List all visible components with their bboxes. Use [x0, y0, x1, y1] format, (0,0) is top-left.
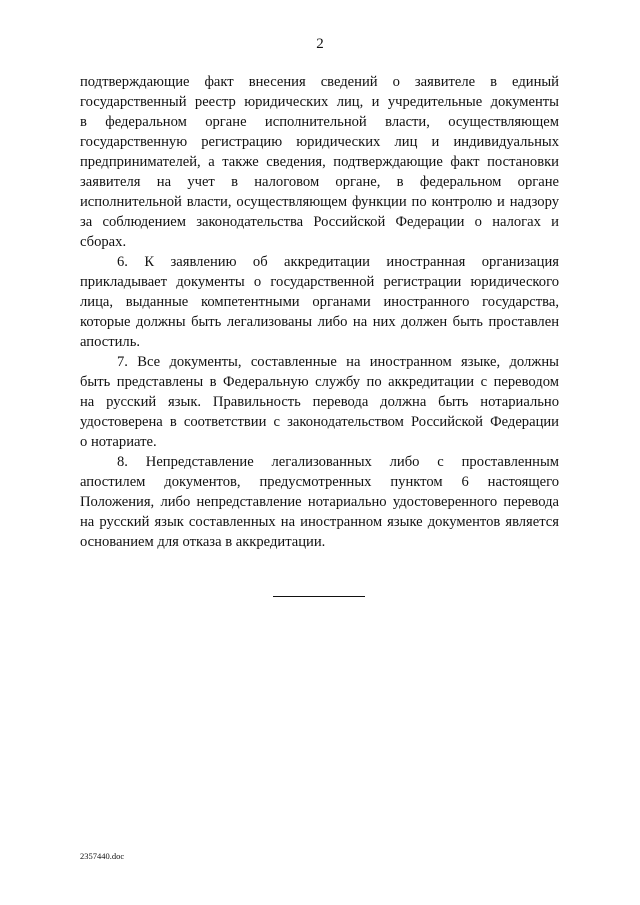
text-line: быть представлены в Федеральную службу по аккредитации с переводом [80, 374, 559, 390]
text-line: на русский язык. Правильность перевода должна быть нотариально [80, 394, 559, 410]
footer-filename: 2357440.doc [80, 851, 125, 861]
text-line: основанием для отказа в аккредитации. [80, 534, 326, 550]
text-line: заявителя на учет в налоговом органе, в федеральном органе [80, 174, 559, 190]
text-line: удостоверена в соответствии с законодательством Российской Федерации [80, 414, 559, 430]
text-line: Положения, либо непредставление нотариально удостоверенного перевода [80, 494, 559, 510]
text-line: предпринимателей, а также сведения, подтверждающие факт постановки [80, 154, 559, 170]
end-divider [273, 596, 365, 597]
text-line: 8. Непредставление легализованных либо с проставленным [117, 454, 559, 470]
text-line: государственный реестр юридических лиц, и учредительные документы [80, 94, 559, 110]
text-line: подтверждающие факт внесения сведений о заявителе в единый [80, 74, 559, 90]
text-line: лица, выданные компетентными органами иностранного государства, [80, 294, 559, 310]
text-line: на русский язык составленных на иностранном языке документов является [80, 514, 559, 530]
text-line: сборах. [80, 234, 127, 250]
text-line: 6. К заявлению об аккредитации иностранная организация [117, 254, 559, 270]
text-line: 7. Все документы, составленные на иностранном языке, должны [117, 354, 559, 370]
text-line: о нотариате. [80, 434, 157, 450]
page-number: 2 [316, 36, 324, 52]
text-line: за соблюдением законодательства Российской Федерации о налогах и [80, 214, 559, 230]
text-line: исполнительной власти, осуществляющем функции по контролю и надзору [80, 194, 559, 210]
text-line: прикладывает документы о государственной регистрации юридического [80, 274, 559, 290]
text-line: которые должны быть легализованы либо на них должен быть проставлен [80, 314, 559, 330]
text-line: государственную регистрацию юридических лиц и индивидуальных [80, 134, 559, 150]
text-line: апостилем документов, предусмотренных пунктом 6 настоящего [80, 474, 559, 490]
text-line: в федеральном органе исполнительной власти, осуществляющем [80, 114, 559, 130]
text-line: апостиль. [80, 334, 141, 350]
